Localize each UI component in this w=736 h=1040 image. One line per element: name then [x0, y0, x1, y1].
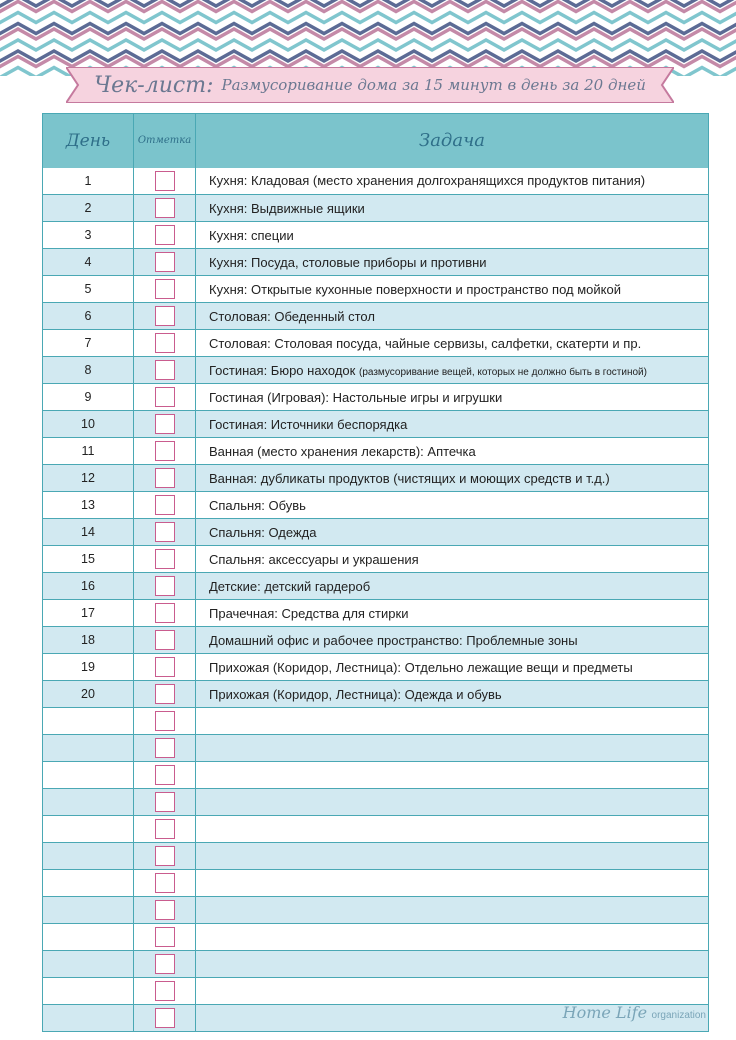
task-cell	[196, 546, 709, 573]
day-number: 1	[43, 168, 134, 195]
task-cell	[196, 951, 709, 978]
task-text: Ванная (место хранения лекарств): Аптечка	[209, 443, 476, 459]
day-number: 15	[43, 546, 134, 573]
task-text: Столовая: Столовая посуда, чайные сервизы, салфетки, скатерти и пр.	[209, 335, 642, 351]
checkbox[interactable]	[155, 252, 175, 272]
mark-cell	[134, 681, 196, 708]
table-row	[43, 330, 709, 357]
table-row	[43, 735, 709, 762]
table-row	[43, 492, 709, 519]
day-number: 10	[43, 411, 134, 438]
task-cell	[196, 222, 709, 249]
task-cell	[196, 816, 709, 843]
checkbox[interactable]	[155, 171, 175, 191]
task-text: Спальня: Обувь	[209, 497, 306, 513]
day-number: 4	[43, 249, 134, 276]
day-number: 19	[43, 654, 134, 681]
day-number	[43, 978, 134, 1005]
checkbox[interactable]	[155, 738, 175, 758]
day-number: 8	[43, 357, 134, 384]
task-cell	[196, 438, 709, 465]
day-number: 6	[43, 303, 134, 330]
checkbox[interactable]	[155, 225, 175, 245]
mark-cell	[134, 951, 196, 978]
checkbox[interactable]	[155, 495, 175, 515]
day-number: 2	[43, 195, 134, 222]
mark-cell	[134, 1005, 196, 1032]
mark-cell	[134, 438, 196, 465]
chevron-stripe	[0, 40, 736, 50]
task-cell	[196, 195, 709, 222]
day-number: 17	[43, 600, 134, 627]
task-cell	[196, 303, 709, 330]
table-row	[43, 870, 709, 897]
checkbox[interactable]	[155, 414, 175, 434]
table-row	[43, 816, 709, 843]
table-row	[43, 249, 709, 276]
task-text: Столовая: Обеденный стол	[209, 308, 375, 324]
mark-cell	[134, 168, 196, 195]
task-cell	[196, 924, 709, 951]
table-row	[43, 573, 709, 600]
table-row	[43, 654, 709, 681]
mark-cell	[134, 546, 196, 573]
checkbox[interactable]	[155, 765, 175, 785]
checkbox[interactable]	[155, 900, 175, 920]
task-cell	[196, 708, 709, 735]
task-cell	[196, 654, 709, 681]
mark-cell	[134, 735, 196, 762]
table-row	[43, 978, 709, 1005]
table-row	[43, 195, 709, 222]
task-text: Кухня: Выдвижные ящики	[209, 200, 365, 216]
chevron-pattern-header	[0, 0, 736, 76]
task-text: Спальня: Одежда	[209, 524, 317, 540]
day-number: 14	[43, 519, 134, 546]
day-number	[43, 816, 134, 843]
task-cell	[196, 843, 709, 870]
day-number	[43, 735, 134, 762]
table-row	[43, 411, 709, 438]
mark-cell	[134, 222, 196, 249]
day-number: 18	[43, 627, 134, 654]
mark-cell	[134, 654, 196, 681]
checkbox[interactable]	[155, 846, 175, 866]
day-number	[43, 924, 134, 951]
mark-cell	[134, 492, 196, 519]
mark-cell	[134, 411, 196, 438]
table-header-row	[43, 114, 709, 168]
mark-cell	[134, 789, 196, 816]
task-cell	[196, 600, 709, 627]
day-number: 9	[43, 384, 134, 411]
task-text: Кухня: специи	[209, 227, 294, 243]
checkbox[interactable]	[155, 198, 175, 218]
table-row	[43, 519, 709, 546]
checkbox[interactable]	[155, 873, 175, 893]
day-number: 20	[43, 681, 134, 708]
table-row	[43, 924, 709, 951]
brand-logo	[563, 1003, 706, 1023]
checkbox[interactable]	[155, 711, 175, 731]
mark-cell	[134, 465, 196, 492]
table-row	[43, 951, 709, 978]
task-cell	[196, 762, 709, 789]
task-text: Детские: детский гардероб	[209, 578, 371, 594]
checkbox[interactable]	[155, 387, 175, 407]
task-cell	[196, 276, 709, 303]
task-text: Прачечная: Средства для стирки	[209, 605, 409, 621]
checkbox[interactable]	[155, 630, 175, 650]
task-cell	[196, 897, 709, 924]
mark-cell	[134, 195, 196, 222]
mark-cell	[134, 843, 196, 870]
chevron-stripe	[0, 13, 736, 23]
task-cell	[196, 384, 709, 411]
day-number: 13	[43, 492, 134, 519]
day-number	[43, 870, 134, 897]
checkbox[interactable]	[155, 333, 175, 353]
table-row	[43, 762, 709, 789]
task-cell	[196, 735, 709, 762]
day-number	[43, 762, 134, 789]
day-number: 11	[43, 438, 134, 465]
day-number	[43, 1005, 134, 1032]
task-text: Кухня: Посуда, столовые приборы и противни	[209, 254, 487, 270]
task-text: Домашний офис и рабочее пространство: Проблемные зоны	[209, 632, 578, 648]
mark-cell	[134, 762, 196, 789]
task-cell	[196, 465, 709, 492]
brand-suffix-text: organization	[651, 1010, 706, 1021]
checkbox[interactable]	[155, 954, 175, 974]
checkbox[interactable]	[155, 360, 175, 380]
task-text: Ванная: дубликаты продуктов (чистящих и моющих средств и т.д.)	[209, 470, 610, 486]
mark-cell	[134, 816, 196, 843]
checkbox[interactable]	[155, 819, 175, 839]
table-row	[43, 276, 709, 303]
day-number	[43, 708, 134, 735]
checkbox[interactable]	[155, 657, 175, 677]
mark-cell	[134, 708, 196, 735]
checklist-table	[42, 113, 709, 1032]
mark-cell	[134, 573, 196, 600]
checkbox[interactable]	[155, 306, 175, 326]
page-title: Чек-лист:	[94, 72, 214, 98]
checkbox[interactable]	[155, 684, 175, 704]
checkbox[interactable]	[155, 441, 175, 461]
task-text: Гостиная (Игровая): Настольные игры и игрушки	[209, 389, 503, 405]
table-row	[43, 438, 709, 465]
day-number	[43, 951, 134, 978]
table-row	[43, 465, 709, 492]
day-number: 12	[43, 465, 134, 492]
mark-cell	[134, 357, 196, 384]
checkbox[interactable]	[155, 1008, 175, 1028]
checkbox[interactable]	[155, 792, 175, 812]
table-row	[43, 708, 709, 735]
day-number: 5	[43, 276, 134, 303]
checkbox[interactable]	[155, 522, 175, 542]
task-cell	[196, 357, 709, 384]
day-number: 16	[43, 573, 134, 600]
table-row	[43, 303, 709, 330]
mark-cell	[134, 519, 196, 546]
mark-cell	[134, 303, 196, 330]
mark-cell	[134, 924, 196, 951]
task-cell	[196, 519, 709, 546]
task-cell	[196, 249, 709, 276]
mark-cell	[134, 330, 196, 357]
day-number: 7	[43, 330, 134, 357]
brand-script-text: Home Life	[562, 1003, 648, 1022]
day-number: 3	[43, 222, 134, 249]
task-cell	[196, 789, 709, 816]
task-text: Спальня: аксессуары и украшения	[209, 551, 419, 567]
mark-cell	[134, 600, 196, 627]
task-text: Гостиная: Бюро находок	[209, 362, 356, 378]
task-text: Кухня: Кладовая (место хранения долгохранящихся продуктов питания)	[209, 173, 646, 189]
table-row	[43, 546, 709, 573]
task-text: Прихожая (Коридор, Лестница): Одежда и обувь	[209, 686, 502, 702]
task-cell	[196, 681, 709, 708]
mark-cell	[134, 897, 196, 924]
mark-cell	[134, 384, 196, 411]
checkbox[interactable]	[155, 279, 175, 299]
table-row	[43, 384, 709, 411]
day-number	[43, 843, 134, 870]
mark-cell	[134, 870, 196, 897]
table-row	[43, 843, 709, 870]
checkbox[interactable]	[155, 603, 175, 623]
table-row	[43, 222, 709, 249]
column-header-day: День	[43, 114, 134, 168]
task-cell	[196, 330, 709, 357]
task-text: Кухня: Открытые кухонные поверхности и пространство под мойкой	[209, 281, 621, 297]
mark-cell	[134, 627, 196, 654]
mark-cell	[134, 249, 196, 276]
table-row	[43, 627, 709, 654]
column-header-mark: Отметка	[134, 114, 196, 168]
mark-cell	[134, 276, 196, 303]
table-row	[43, 600, 709, 627]
table-row	[43, 357, 709, 384]
mark-cell	[134, 978, 196, 1005]
task-text: Гостиная: Источники беспорядка	[209, 416, 408, 432]
day-number	[43, 789, 134, 816]
task-cell	[196, 492, 709, 519]
checkbox[interactable]	[155, 576, 175, 596]
table-row	[43, 681, 709, 708]
table-row	[43, 897, 709, 924]
page-subtitle: Размусоривание дома за 15 минут в день за 20 дней	[221, 76, 646, 94]
table-row	[43, 789, 709, 816]
checkbox[interactable]	[155, 549, 175, 569]
task-cell	[196, 168, 709, 195]
task-text: Прихожая (Коридор, Лестница): Отдельно лежащие вещи и предметы	[209, 659, 633, 675]
task-cell	[196, 573, 709, 600]
checkbox[interactable]	[155, 981, 175, 1001]
task-cell	[196, 978, 709, 1005]
task-cell	[196, 627, 709, 654]
task-cell	[196, 870, 709, 897]
day-number	[43, 897, 134, 924]
table-row	[43, 168, 709, 195]
task-note: (размусоривание вещей, которых не должно быть в гостиной)	[358, 366, 647, 378]
column-header-task: Задача	[196, 114, 709, 168]
checkbox[interactable]	[155, 468, 175, 488]
checkbox[interactable]	[155, 927, 175, 947]
task-cell	[196, 411, 709, 438]
title-banner	[66, 67, 674, 103]
